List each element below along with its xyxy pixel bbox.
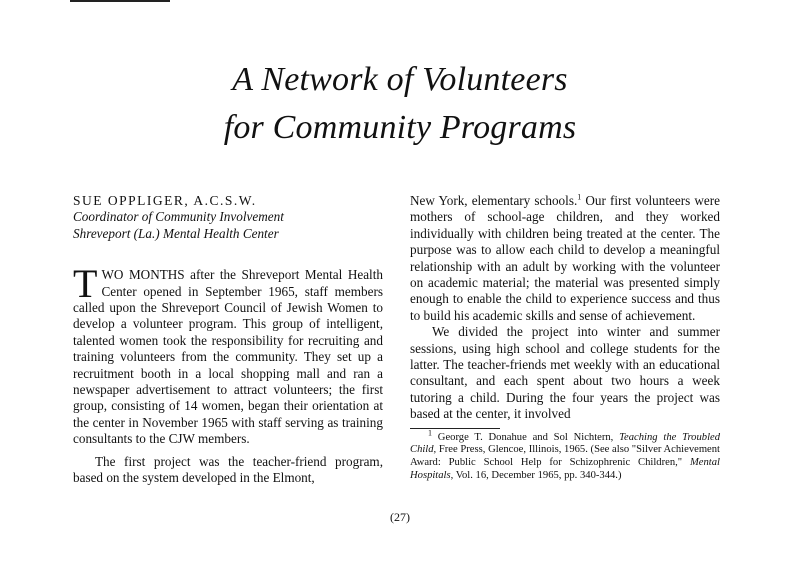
author-block	[73, 193, 383, 242]
footnote-volume: Vol. 16, December 1965, pp. 340-344.)	[453, 470, 622, 482]
article-title-line-1: A Network of Volunteers	[232, 61, 568, 98]
author-organization: Shreveport (La.) Mental Health Center	[73, 225, 279, 241]
article-title-line-2: for Community Programs	[223, 109, 577, 146]
drop-cap: T	[73, 261, 98, 307]
paragraph-1-lead: WO MONTHS	[101, 267, 185, 283]
paragraph-2-continued	[410, 193, 720, 324]
author-position: Coordinator of Community Involvement	[73, 209, 284, 225]
paragraph-2-continued-text: New York, elementary schools.	[410, 193, 578, 208]
paragraph-2-continued-rest: Our first volunteers were mothers of school-age children, and they worked individually with children being treated at the center. The purpose was to allow each child to develop a meaningful relationship with an adult by working with the volunteer on academic material; the material was presented simply enough to enable the child to experience success and thus to build his academic skills and sense of achievement.	[410, 193, 720, 323]
footnote-publisher: Free Press, Glencoe, Illinois, 1965. (See also "Silver Achievement Award: Public School Help for Schizophrenic Children,"	[410, 444, 720, 469]
footnote-authors: George T. Donahue and Sol Nichtern,	[432, 431, 620, 443]
footnote-number: 1	[428, 428, 432, 438]
page-number: (27)	[390, 510, 410, 524]
footnote-reference: 1	[577, 192, 582, 202]
left-column	[73, 193, 383, 487]
author-name: SUE OPPLIGER, A.C.S.W.	[73, 193, 257, 208]
footnote-journal: Mental Hospitals,	[410, 457, 720, 482]
footnote-divider	[410, 428, 500, 429]
paragraph-1-text: after the Shreveport Mental Health Center opened in September 1965, staff members called upon the Shreveport Council of Jewish Women to develop a volunteer program. This group of intelligent, talented women took the responsibility for recruiting and training volunteers from the community. They set up a recruitment booth in a local shopping mall and ran a newspaper advertisement to attract volunteers; the first group, consisting of 14 women, began their orientation at the center in November 1965 with staff serving as training consultants to the CJW members.	[73, 267, 383, 447]
top-rule	[70, 0, 170, 2]
footnote-1	[410, 428, 721, 483]
paragraph-1	[73, 261, 383, 447]
right-column	[410, 193, 720, 483]
paragraph-2: The first project was the teacher-friend program, based on the system developed in the Elmont,	[73, 453, 383, 486]
footnote-book-title: Teaching the Troubled Child,	[410, 431, 721, 456]
paragraph-3: We divided the project into winter and summer sessions, using high school and college students for the latter. The teacher-friends met weekly with an educational consultant, and each spent about two hours a week tutoring a child. During the four years the project was based at the center, it involved	[410, 324, 720, 422]
